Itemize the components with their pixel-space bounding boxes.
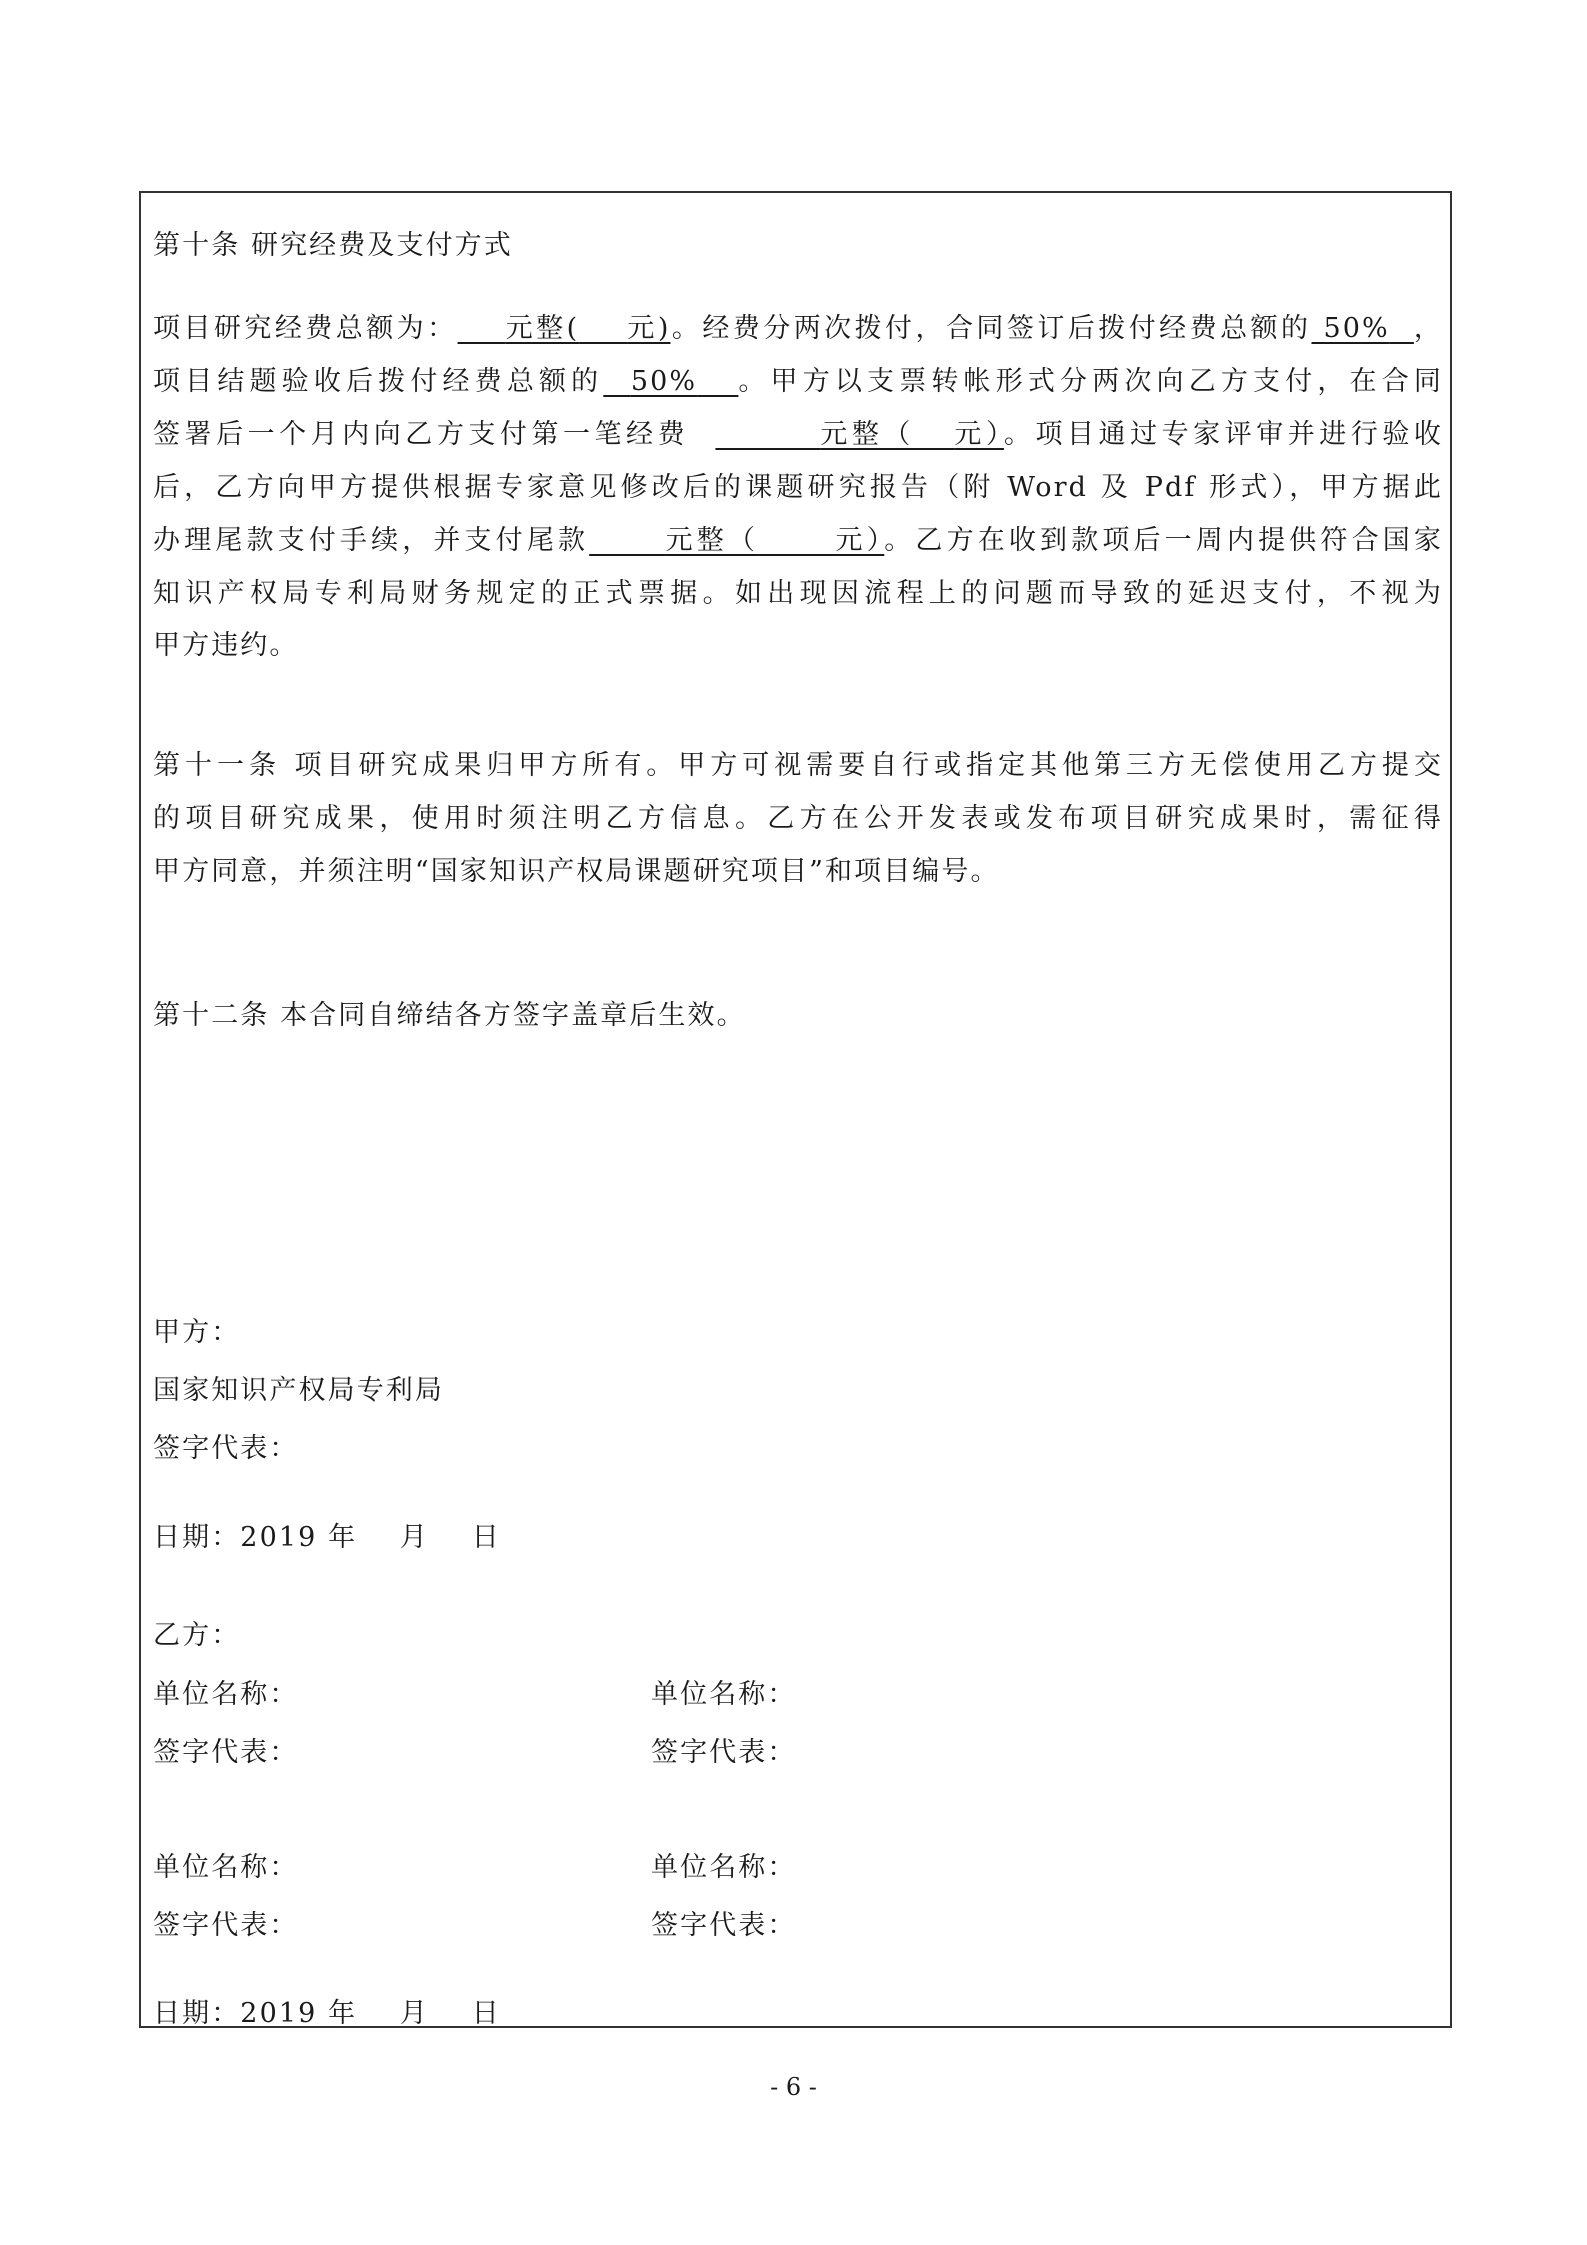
- first-payment-percent: 50%: [1323, 313, 1390, 344]
- party-b-label: 乙方：: [153, 1620, 241, 1651]
- article10-line-5: 办理尾款支付手续，并支付尾款 元整（ 元）。乙方在收到款项后一周内提供符合国家: [153, 525, 1443, 556]
- article10-line-3: 签署后一个月内向乙方支付第一笔经费 元整（ 元）。项目通过专家评审并进行验收: [153, 419, 1444, 450]
- article10-line-7: 甲方违约。: [153, 630, 299, 661]
- party-a-signer: 签字代表：: [153, 1433, 299, 1464]
- party-b-date: 日期：2019 年 月 日: [153, 1998, 501, 2029]
- party-b-unit-name-4: 单位名称：: [651, 1852, 797, 1883]
- article10-line-2: 项目结题验收后拨付经费总额的 50% 。甲方以支票转帐形式分两次向乙方支付，在合同: [153, 366, 1443, 397]
- page-number: - 6 -: [770, 2073, 817, 2101]
- blank-final-payment: 元整（ 元）: [665, 525, 885, 556]
- party-b-signer-4: 签字代表：: [651, 1910, 797, 1941]
- party-b-unit-name-1: 单位名称：: [153, 1679, 299, 1710]
- party-b-signer-2: 签字代表：: [651, 1737, 797, 1768]
- article10-line-1: 项目研究经费总额为： 元整( 元)。经费分两次拨付，合同签订后拨付经费总额的 50% ，: [153, 313, 1443, 344]
- blank-total-amount: 元整( 元): [505, 313, 671, 344]
- party-b-signer-1: 签字代表：: [153, 1737, 299, 1768]
- party-b-signer-3: 签字代表：: [153, 1910, 299, 1941]
- party-b-unit-name-2: 单位名称：: [651, 1679, 797, 1710]
- article10-line-4: 后，乙方向甲方提供根据专家意见修改后的课题研究报告（附 Word 及 Pdf 形式），甲方据此: [153, 472, 1443, 503]
- party-a-label: 甲方：: [153, 1317, 241, 1348]
- party-b-unit-name-3: 单位名称：: [153, 1852, 299, 1883]
- article10-line-6: 知识产权局专利局财务规定的正式票据。如出现因流程上的问题而导致的延迟支付，不视为: [153, 578, 1443, 609]
- article11-line-3: 甲方同意，并须注明“国家知识产权局课题研究项目”和项目编号。: [153, 856, 1000, 887]
- article11-line-2: 的项目研究成果，使用时须注明乙方信息。乙方在公开发表或发布项目研究成果时，需征得: [153, 803, 1443, 834]
- article12-text: 第十二条 本合同自缔结各方签字盖章后生效。: [153, 1000, 746, 1031]
- party-a-date: 日期：2019 年 月 日: [153, 1522, 501, 1553]
- article10-heading: 第十条 研究经费及支付方式: [153, 230, 513, 261]
- final-payment-percent: 50%: [630, 366, 698, 397]
- blank-first-payment: 元整（ 元）: [820, 419, 1004, 450]
- article11-line-1: 第十一条 项目研究成果归甲方所有。甲方可视需要自行或指定其他第三方无偿使用乙方提交: [153, 750, 1443, 781]
- party-a-org: 国家知识产权局专利局: [153, 1375, 444, 1406]
